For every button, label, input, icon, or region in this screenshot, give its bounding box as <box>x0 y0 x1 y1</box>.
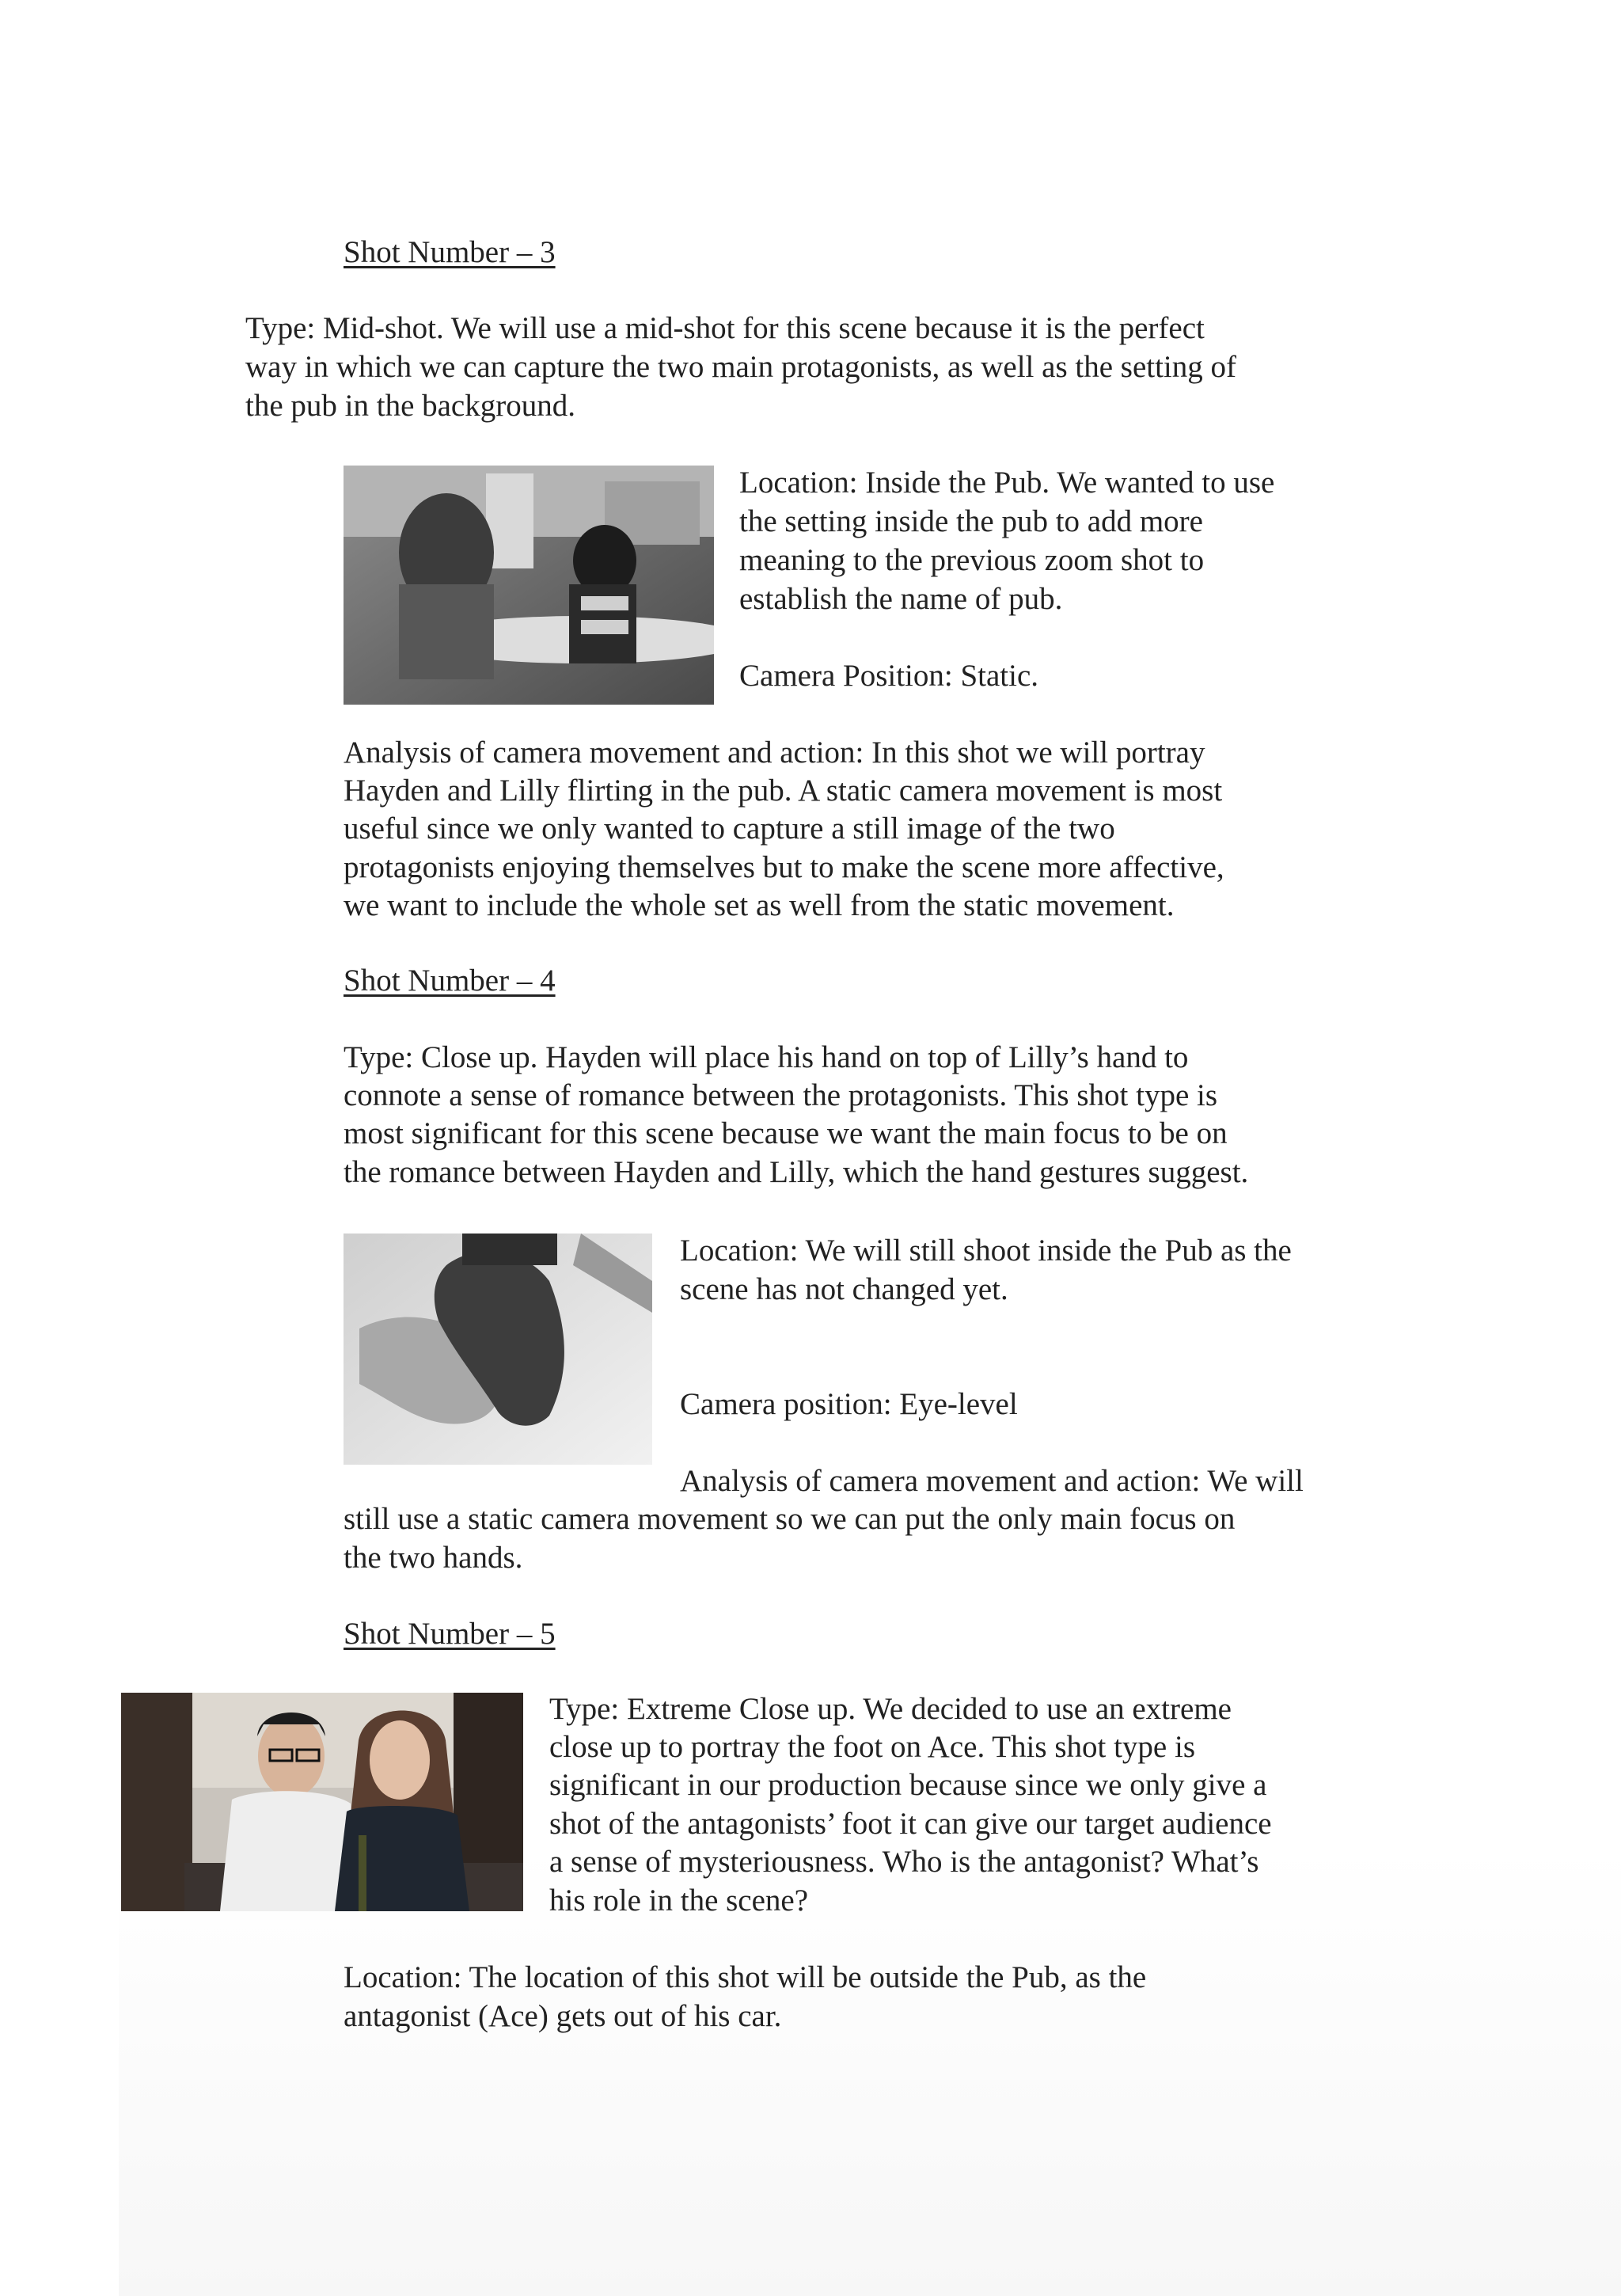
couple-photo <box>121 1693 523 1911</box>
shot-3-type-line: the pub in the background. <box>245 389 575 423</box>
shot-4-camera-position: Camera position: Eye-level <box>680 1387 1018 1421</box>
shot-4-type-line: most significant for this scene because we want the main focus to be on <box>344 1116 1228 1150</box>
shot-3-location-line: establish the name of pub. <box>739 582 1063 616</box>
shot-4-type-line: the romance between Hayden and Lilly, which the hand gestures suggest. <box>344 1155 1249 1189</box>
shot-3-location-line: meaning to the previous zoom shot to <box>739 543 1205 577</box>
shot-5-type-line: his role in the scene? <box>549 1884 809 1918</box>
shot-5-location-line: Location: The location of this shot will be outside the Pub, as the <box>344 1960 1147 1994</box>
page-shading <box>119 1845 1621 2296</box>
shot-5-type-line: Type: Extreme Close up. We decided to use an extreme <box>549 1692 1232 1726</box>
shot-4-analysis-line: the two hands. <box>344 1541 523 1575</box>
shot-5-type-line: significant in our production because since we only give a <box>549 1768 1267 1802</box>
shot-4-analysis-line: Analysis of camera movement and action: We will <box>680 1464 1304 1498</box>
shot-5-location-line: antagonist (Ace) gets out of his car. <box>344 1999 782 2033</box>
shot-3-location-line: the setting inside the pub to add more <box>739 504 1203 538</box>
shot-5-heading: Shot Number – 5 <box>344 1617 556 1651</box>
shot-4-analysis-line: still use a static camera movement so we can put the only main focus on <box>344 1502 1236 1536</box>
pub-mid-shot-photo <box>344 466 714 705</box>
shot-4-location-line: scene has not changed yet. <box>680 1272 1008 1306</box>
shot-4-type-line: Type: Close up. Hayden will place his hand on top of Lilly’s hand to <box>344 1040 1189 1074</box>
shot-4-heading: Shot Number – 4 <box>344 964 556 998</box>
shot-3-analysis-line: Hayden and Lilly flirting in the pub. A static camera movement is most <box>344 774 1223 808</box>
hands-close-up-photo <box>344 1234 652 1465</box>
shot-3-analysis-line: protagonists enjoying themselves but to make the scene more affective, <box>344 850 1224 884</box>
shot-5-type-line: a sense of mysteriousness. Who is the antagonist? What’s <box>549 1845 1259 1879</box>
shot-4-location-line: Location: We will still shoot inside the Pub as the <box>680 1234 1292 1268</box>
shot-5-type-line: shot of the antagonists’ foot it can give our target audience <box>549 1807 1272 1841</box>
shot-3-type-line: Type: Mid-shot. We will use a mid-shot for this scene because it is the perfect <box>245 311 1205 345</box>
shot-4-type-line: connote a sense of romance between the protagonists. This shot type is <box>344 1078 1218 1112</box>
shot-3-type-line: way in which we can capture the two main protagonists, as well as the setting of <box>245 350 1236 384</box>
shot-3-analysis-line: Analysis of camera movement and action: In this shot we will portray <box>344 736 1205 770</box>
shot-5-type-line: close up to portray the foot on Ace. This shot type is <box>549 1730 1195 1764</box>
shot-3-heading: Shot Number – 3 <box>344 235 556 269</box>
shot-3-analysis-line: useful since we only wanted to capture a still image of the two <box>344 812 1115 846</box>
shot-3-camera-position: Camera Position: Static. <box>739 659 1039 693</box>
shot-3-analysis-line: we want to include the whole set as well from the static movement. <box>344 888 1175 922</box>
shot-3-location-line: Location: Inside the Pub. We wanted to use <box>739 466 1275 500</box>
